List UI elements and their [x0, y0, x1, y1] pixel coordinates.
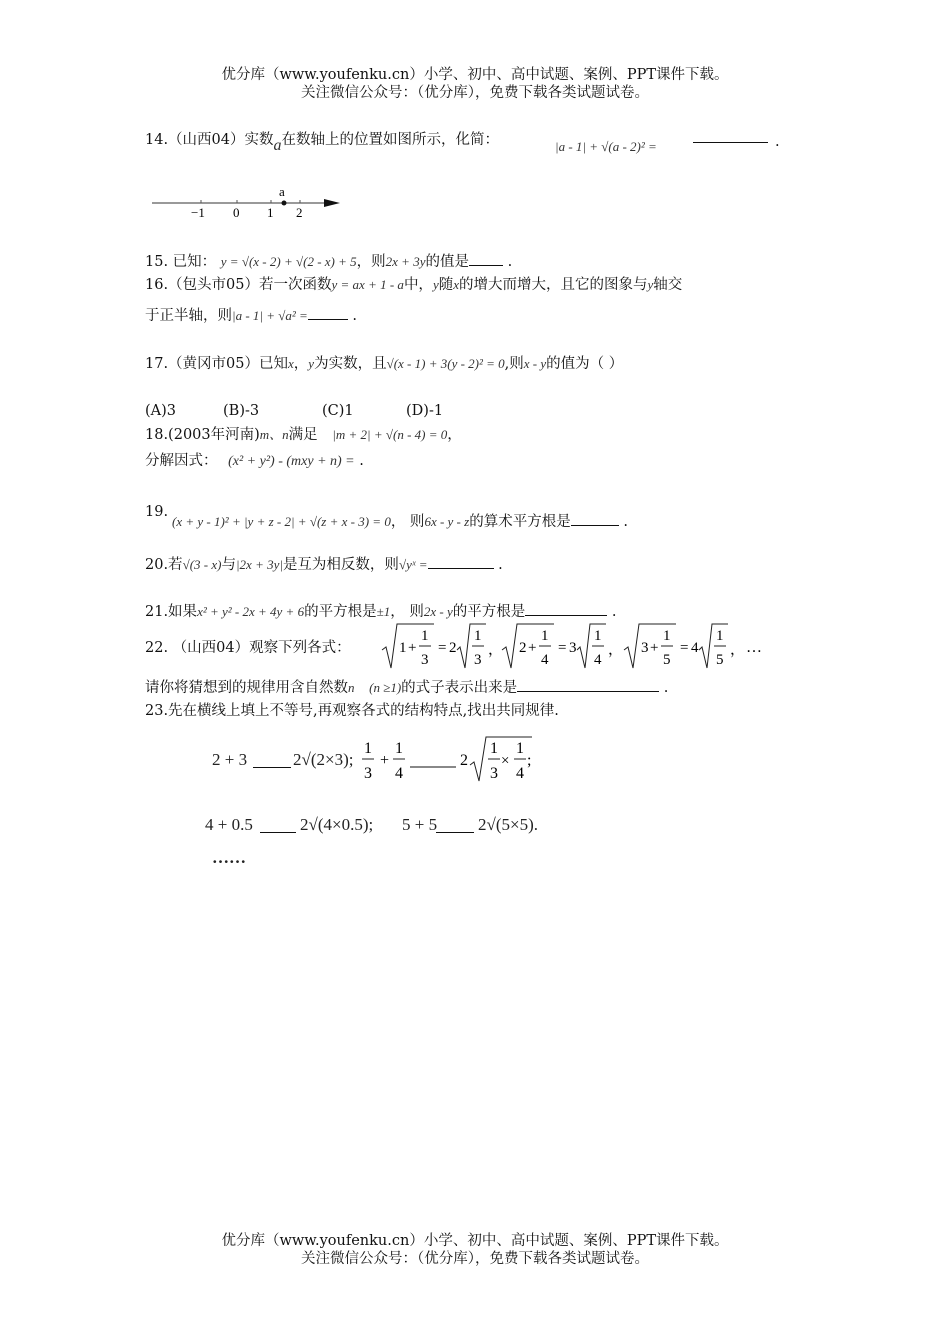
q16-expression-2: |a - 1| + √a² = [232, 308, 308, 323]
q22-equals-3: = [680, 640, 689, 656]
q17-option-a: (A)3 [145, 403, 177, 419]
q22-num-3: 1 [663, 628, 671, 644]
q17-text-d: 的值为（ ） [546, 356, 624, 372]
q15-text-b: ，则 [356, 254, 386, 270]
q22-rnum-3: 1 [716, 628, 724, 644]
q16-answer-blank [308, 305, 348, 320]
q19-text-b: 的算术平方根是 [469, 514, 571, 530]
q17-text-b: 为实数，且 [314, 356, 387, 372]
q21-expression: x² + y² - 2x + 4y + 6 [197, 604, 305, 619]
frac1-den: 3 [364, 765, 372, 782]
q21-period: . [611, 604, 617, 620]
q19-number: 19. [145, 504, 169, 520]
q20-period: . [498, 557, 503, 573]
q16-var-y: y [432, 277, 439, 292]
q20-text-b: 与 [221, 557, 236, 573]
label-1: 1 [267, 205, 274, 220]
question-18 [145, 426, 462, 444]
coef-2: 2 [460, 752, 468, 769]
q22-period: . [663, 680, 669, 696]
q16-var-x: x [453, 277, 459, 292]
q16-text-d: 的增大而增大，且它的图象与 [459, 277, 648, 293]
q14-answer-blank [693, 142, 768, 143]
question-16-line-1 [145, 276, 682, 294]
q23-row2-left: 4 + 0.5 [205, 815, 253, 834]
q22-num-2: 1 [541, 628, 549, 644]
q16-text-c: 随 [438, 277, 454, 293]
q23-continuation: …… [212, 848, 246, 867]
q16-var-y2: y [647, 277, 654, 292]
q22-rden-3: 5 [716, 652, 724, 668]
q23-row1-left: 2 + 3 [212, 750, 248, 769]
q17-option-b: (B)-3 [223, 403, 260, 419]
question-14 [145, 131, 500, 154]
q22-rden-2: 4 [594, 652, 602, 668]
q17-expression-2: x - y [523, 356, 547, 371]
question-20 [145, 554, 503, 574]
q22-den-2: 4 [541, 652, 549, 668]
question-17 [145, 355, 623, 373]
q22-var-n: n [348, 680, 355, 695]
q14-text-b: 在数轴上的位置如图所示，化简： [281, 132, 500, 148]
q20-expression-2: |2x + 3y| [235, 557, 283, 572]
point-a [282, 201, 287, 206]
number-line-arrow [324, 199, 340, 207]
q22-coef-1: 2 [449, 640, 457, 656]
q17-sep: ， [293, 356, 309, 372]
footer-line-2: 关注微信公众号：（优分库），免费下载各类试题试卷。 [301, 1251, 649, 1267]
question-21 [145, 601, 616, 621]
q22-equals-1: = [438, 640, 447, 656]
q18-text-a: 18.(2003年河南) [145, 427, 260, 443]
q22-plus-3: + [650, 640, 659, 656]
q19-text-a: ， 则 [390, 514, 425, 530]
q22-num-1: 1 [421, 628, 429, 644]
q19-expression: (x + y - 1)² + |y + z - 2| + √(z + x - 3) = 0 [172, 514, 391, 529]
q22-rnum-2: 1 [594, 628, 602, 644]
q22-comma-3: ， [730, 642, 746, 658]
q22-condition: (n ≥1) [369, 680, 402, 695]
q22-coef-2: 3 [569, 640, 577, 656]
footer-line-1: 优分库（www.youfenku.cn）小学、初中、高中试题、案例、PPT课件下载。 [221, 1233, 729, 1249]
q15-expression-2: 2x + 3y [385, 254, 426, 269]
q15-period: . [507, 254, 513, 270]
q15-expression: y = √(x - 2) + √(2 - x) + 5 [220, 254, 357, 269]
q19-period: . [623, 514, 628, 530]
q17-option-c: (C)1 [322, 403, 354, 419]
frac2-den: 4 [395, 765, 403, 782]
q22-ellipsis: … [746, 639, 762, 656]
q21-text-c: ， 则 [390, 604, 424, 620]
q19-answer-blank [571, 511, 619, 526]
q20-expression-3: √yˣ = [398, 557, 428, 572]
q18-text-c: ， [447, 427, 462, 443]
q21-expression-2: ±1 [376, 604, 391, 619]
q22-den-3: 5 [663, 652, 671, 668]
q22-int-3: 3 [641, 640, 649, 656]
q21-text-b: 的平方根是 [304, 604, 377, 620]
q16-expression: y = ax + 1 - a [331, 277, 404, 292]
q15-text-c: 的值是 [425, 254, 469, 270]
q23-row2-right: 2√(4×0.5); [300, 815, 374, 834]
question-19 [145, 503, 168, 521]
semicolon: ; [527, 752, 532, 769]
q21-text-a: 21.如果 [145, 604, 198, 620]
question-18-line-2 [145, 452, 364, 471]
q18-expression: |m + 2| + √(n - 4) = 0 [332, 427, 448, 442]
q22-rden-1: 3 [474, 652, 482, 668]
q22-coef-3: 4 [691, 640, 699, 656]
q22-equals-2: = [558, 640, 567, 656]
q14-var-a: a [273, 137, 282, 154]
q22-rnum-1: 1 [474, 628, 482, 644]
number-line [148, 183, 348, 221]
q19-body [172, 511, 628, 531]
header-line-1: 优分库（www.youfenku.cn）小学、初中、高中试题、案例、PPT课件下载。 [221, 67, 729, 83]
header-line-2: 关注微信公众号：（优分库），免费下载各类试题试卷。 [301, 85, 649, 101]
frac4-den: 4 [516, 765, 524, 782]
q23-row2-blank-2 [436, 832, 474, 833]
q15-answer-blank [469, 251, 503, 266]
q22-den-1: 3 [421, 652, 429, 668]
q18-period: . [359, 453, 364, 469]
q22-answer-blank [517, 677, 659, 692]
question-15 [145, 251, 512, 271]
q21-expression-3: 2x - y [423, 604, 453, 619]
plus-sign: + [380, 752, 390, 769]
q23-row2-right-2: 2√(5×5). [478, 815, 538, 834]
q17-text-a: 17.（黄冈市05）已知 [145, 356, 289, 372]
frac3-num: 1 [490, 740, 498, 757]
q22-comma-1: ， [488, 642, 504, 658]
label-0: 0 [233, 205, 240, 220]
q18-line-2: 分解因式： [145, 453, 218, 469]
q16-text-a: 16.（包头市05）若一次函数 [145, 277, 332, 293]
q20-text-a: 20.若 [145, 557, 183, 573]
q22-formulas [380, 620, 770, 672]
q22-comma-2: ， [608, 642, 624, 658]
q14-text-a: 14.（山西04）实数 [145, 132, 274, 148]
q20-text-c: 是互为相反数，则 [282, 557, 399, 573]
q18-expression-2: (x² + y²) - (mxy + n) = [228, 454, 355, 469]
q19-expression-2: 6x - y - z [424, 514, 470, 529]
q22-text-c: 的式子表示出来是 [401, 680, 518, 696]
q21-answer-blank [525, 601, 607, 616]
label-minus-1: −1 [191, 205, 205, 220]
q22-formula-group [382, 624, 745, 668]
q16-text-b: 中， [403, 277, 433, 293]
q17-text-c: ,则 [504, 356, 524, 372]
point-a-label: a [279, 184, 285, 199]
question-22: 22. （山西04）观察下列各式： [145, 640, 351, 656]
q16-text-f: 于正半轴，则 [145, 308, 232, 324]
frac3-den: 3 [490, 765, 498, 782]
frac2-num: 1 [395, 740, 403, 757]
question-22-line-2 [145, 677, 668, 697]
q17-var-x: x [288, 356, 294, 371]
question-16-line-2 [145, 305, 357, 325]
frac4-num: 1 [516, 740, 524, 757]
q17-option-d: (D)-1 [406, 403, 444, 419]
times-sign: × [501, 753, 510, 769]
q22-plus-1: + [408, 640, 417, 656]
q22-plus-2: + [528, 640, 537, 656]
q14-period: . [775, 134, 780, 150]
q23-row2-left-2: 5 + 5 [402, 815, 438, 834]
q22-text-b: 请你将猜想到的规律用含自然数 [145, 680, 348, 696]
q23-row1-fractions [360, 733, 540, 789]
q17-var-y: y [308, 356, 315, 371]
q23-row1-right: 2√(2×3); [293, 750, 354, 769]
label-2: 2 [296, 205, 303, 220]
q16-text-e: 轴交 [653, 277, 683, 293]
q23-row1-blank-1 [253, 767, 291, 768]
q14-expression: |a - 1| + √(a - 2)² = [555, 139, 657, 154]
question-23: 23.先在横线上填上不等号,再观察各式的结构特点,找出共同规律. [145, 703, 559, 719]
q22-int-2: 2 [519, 640, 527, 656]
q20-answer-blank [428, 554, 494, 569]
q18-vars: m、n [259, 427, 289, 442]
frac1-num: 1 [364, 740, 372, 757]
q16-period: . [352, 308, 358, 324]
q21-text-d: 的平方根是 [452, 604, 526, 620]
q22-int-1: 1 [399, 640, 407, 656]
q17-expression: √(x - 1) + 3(y - 2)² = 0 [386, 356, 505, 371]
q20-expression: √(3 - x) [182, 557, 222, 572]
q15-text-a: 15. 已知： [145, 254, 217, 270]
q18-text-b: 满足 [288, 427, 318, 443]
q23-row2-blank-1 [260, 832, 296, 833]
